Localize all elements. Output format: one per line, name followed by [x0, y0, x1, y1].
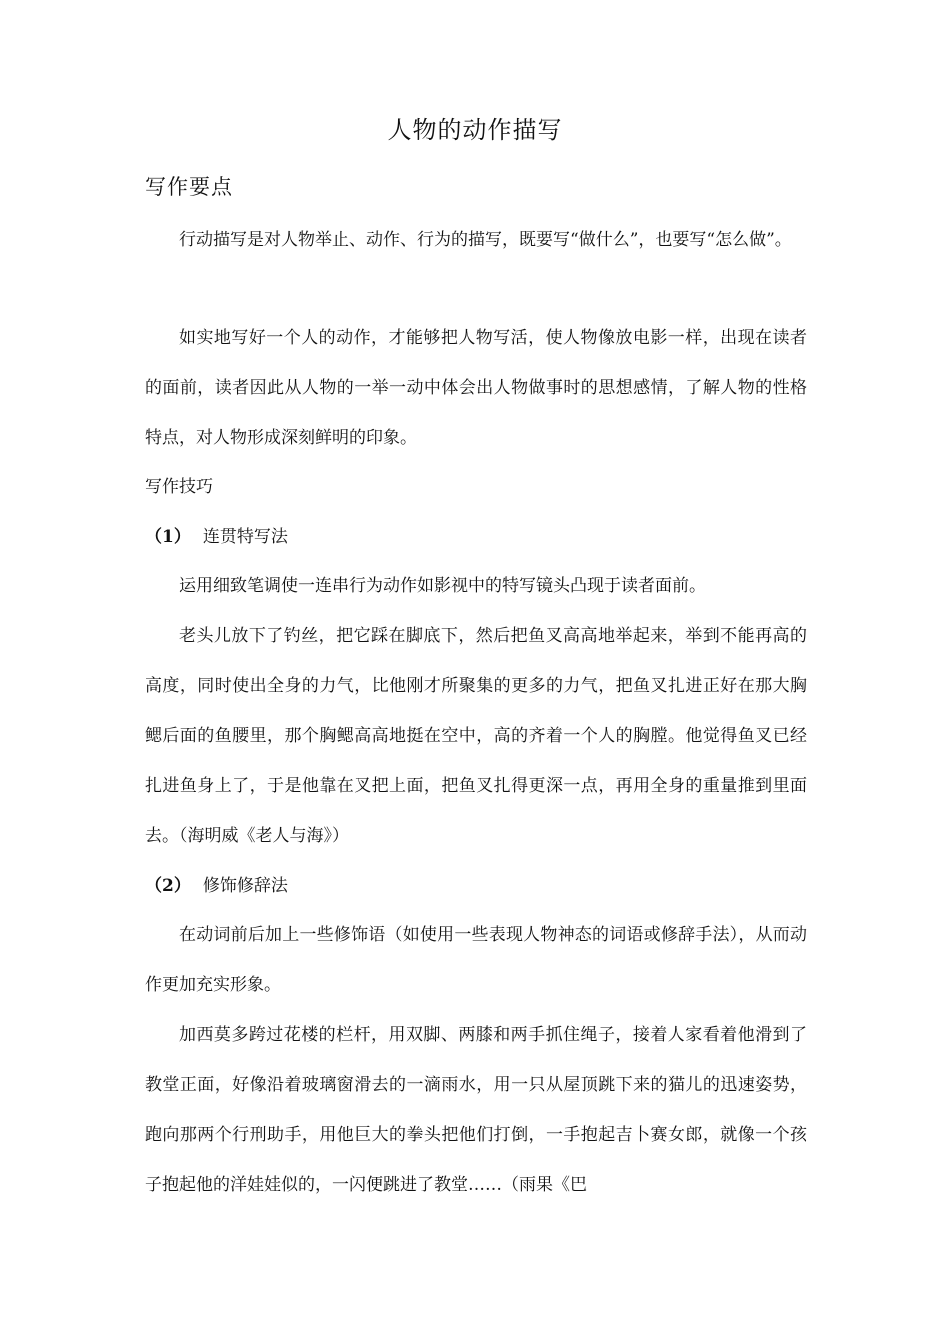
item-label: 连贯特写法: [202, 527, 288, 547]
paragraph-6-quote: 加西莫多跨过花楼的栏杆，用双脚、两膝和两手抓住绳子，接着人家看着他滑到了教堂正面，好像沿着玻璃窗滑去的一滴雨水，用一只从屋顶跳下来的猫儿的迅速姿势，跑向那两个行刑助手，用他巨大的拳头把他们打倒，一手抱起吉卜赛女郎，就像一个孩子抱起他的洋娃娃似的，一闪便跳进了教堂……（雨果《巴: [145, 1025, 807, 1195]
paragraph-3: 运用细致笔调使一连串行为动作如影视中的特写镜头凸现于读者面前。: [179, 576, 706, 596]
numbered-item-1: [145, 524, 288, 550]
item-number: （1）: [145, 527, 191, 547]
item-label: 修饰修辞法: [202, 876, 288, 896]
numbered-item-2: [145, 873, 288, 899]
paragraph-5: 在动词前后加上一些修饰语（如使用一些表现人物神态的词语或修辞手法），从而动作更加充实形象。: [145, 925, 807, 995]
section-heading-skills: 写作技巧: [145, 477, 213, 497]
paragraph-2: 如实地写好一个人的动作，才能够把人物写活，使人物像放电影一样，出现在读者的面前，读者因此从人物的一举一动中体会出人物做事时的思想感情，了解人物的性格特点，对人物形成深刻鲜明的印象。: [145, 328, 807, 448]
paragraph-4-quote: 老头儿放下了钓丝，把它踩在脚底下，然后把鱼叉高高地举起来，举到不能再高的高度，同时使出全身的力气，比他刚才所聚集的更多的力气，把鱼叉扎进正好在那大胸鳃后面的鱼腰里，那个胸鳃高高地挺在空中，高的齐着一个人的胸膛。他觉得鱼叉已经扎进鱼身上了，于是他靠在叉把上面，把鱼叉扎得更深一点，再用全身的重量推到里面去。（海明威《老人与海》）: [145, 626, 807, 846]
section-heading-points: 写作要点: [145, 175, 233, 199]
paragraph-1: 行动描写是对人物举止、动作、行为的描写，既要写“做什么”，也要写“怎么做”。: [179, 230, 792, 250]
document-title: 人物的动作描写: [387, 116, 563, 144]
item-number: （2）: [145, 876, 191, 896]
